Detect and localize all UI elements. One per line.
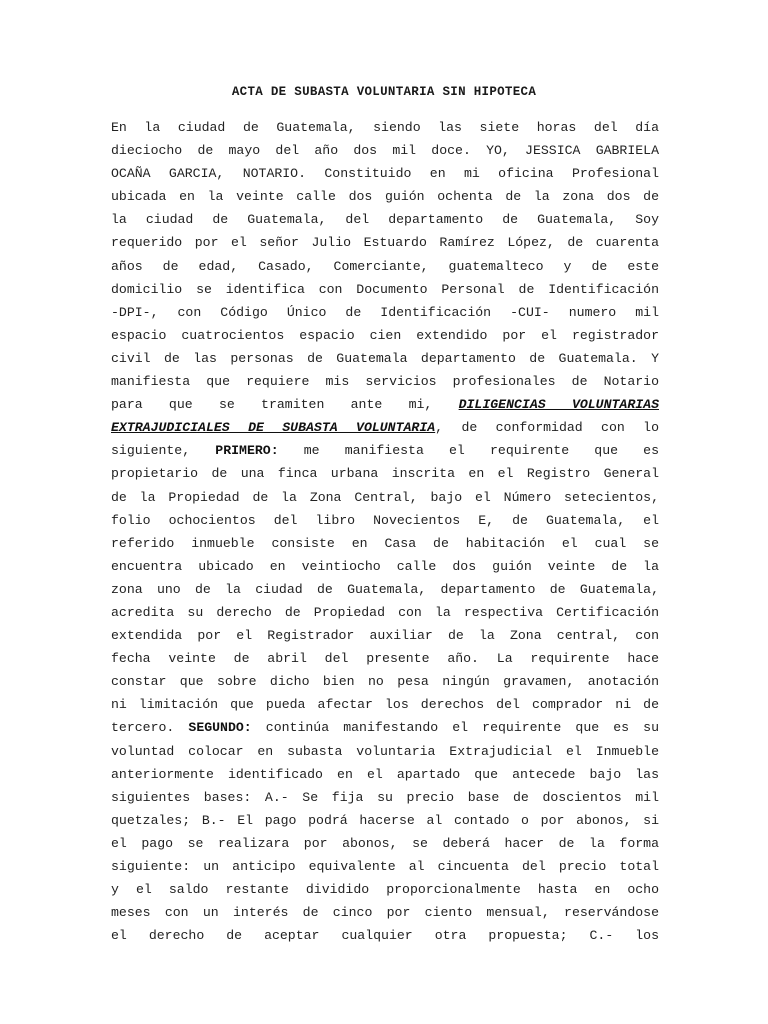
body-text: , de conformidad con lo — [435, 420, 659, 436]
body-text: de la Propiedad de la Zona Central, bajo el Número setecientos, — [111, 489, 659, 505]
body-line — [111, 740, 659, 763]
body-line — [111, 693, 659, 716]
body-line — [111, 162, 659, 185]
body-line — [111, 786, 659, 809]
body-text: meses con un interés de cinco por ciento mensual, reservándose — [111, 905, 659, 921]
body-text: espacio cuatrocientos espacio cien extendido por el registrador — [111, 327, 659, 343]
body-line — [111, 555, 659, 578]
body-text: encuentra ubicado en veintiocho calle dos guión veinte de la — [111, 558, 659, 574]
body-text: quetzales; B.- El pago podrá hacerse al contado o por abonos, si — [111, 812, 659, 828]
body-line — [111, 901, 659, 924]
body-text: referido inmueble consiste en Casa de habitación el cual se — [111, 535, 659, 551]
body-line — [111, 509, 659, 532]
body-line — [111, 185, 659, 208]
body-text: zona uno de la ciudad de Guatemala, departamento de Guatemala, — [111, 581, 659, 597]
body-text: fecha veinte de abril del presente año. La requirente hace — [111, 651, 659, 667]
body-line — [111, 301, 659, 324]
body-text: constar que sobre dicho bien no pesa ningún gravamen, anotación — [111, 674, 659, 690]
body-text: extendida por el Registrador auxiliar de la Zona central, con — [111, 628, 659, 644]
body-line — [111, 716, 659, 739]
body-line — [111, 832, 659, 855]
body-text: requerido por el señor Julio Estuardo Ramírez López, de cuarenta — [111, 235, 659, 251]
body-text: años de edad, Casado, Comerciante, guatemalteco y de este — [111, 258, 659, 274]
body-line — [111, 439, 659, 462]
body-text: tercero. — [111, 720, 189, 736]
body-text: siguientes bases: A.- Se fija su precio base de doscientos mil — [111, 789, 659, 805]
body-text: el derecho de aceptar cualquier otra propuesta; C.- los — [111, 928, 659, 944]
body-text: propietario de una finca urbana inscrita en el Registro General — [111, 466, 659, 482]
body-text: y el saldo restante dividido proporcionalmente hasta en ocho — [111, 882, 659, 898]
body-text: me manifiesta el requirente que es — [278, 443, 659, 459]
body-line — [111, 324, 659, 347]
body-line — [111, 532, 659, 555]
body-line — [111, 139, 659, 162]
body-line — [111, 486, 659, 509]
body-text: el pago se realizara por abonos, se deberá hacer de la forma — [111, 835, 659, 851]
body-text: OCAÑA GARCIA, NOTARIO. Constituido en mi oficina Profesional — [111, 166, 659, 182]
body-text: civil de las personas de Guatemala departamento de Guatemala. Y — [111, 350, 659, 366]
body-text: anteriormente identificado en el apartado que antecede bajo las — [111, 766, 659, 782]
body-line — [111, 855, 659, 878]
body-line — [111, 924, 659, 947]
body-line — [111, 278, 659, 301]
body-text: la ciudad de Guatemala, del departamento de Guatemala, Soy — [111, 212, 659, 228]
body-line — [111, 393, 659, 416]
body-line — [111, 647, 659, 670]
body-text: ni limitación que pueda afectar los derechos del comprador ni de — [111, 697, 659, 713]
body-line — [111, 878, 659, 901]
body-text: domicilio se identifica con Documento Personal de Identificación — [111, 281, 659, 297]
body-line — [111, 116, 659, 139]
clause-heading: SEGUNDO: — [188, 720, 252, 736]
body-text: -DPI-, con Código Único de Identificación -CUI- numero mil — [111, 304, 659, 320]
body-text: siguiente, — [111, 443, 216, 459]
body-text: para que se tramiten ante mi, — [111, 397, 459, 413]
body-line — [111, 809, 659, 832]
document-title: ACTA DE SUBASTA VOLUNTARIA SIN HIPOTECA — [231, 85, 537, 99]
body-text: manifiesta que requiere mis servicios profesionales de Notario — [111, 374, 659, 390]
body-line — [111, 601, 659, 624]
emphasized-text: DILIGENCIAS VOLUNTARIAS — [458, 397, 659, 413]
body-line — [111, 763, 659, 786]
body-line — [111, 347, 659, 370]
body-line — [111, 416, 659, 439]
body-text: voluntad colocar en subasta voluntaria Extrajudicial el Inmueble — [111, 743, 659, 759]
body-line — [111, 462, 659, 485]
body-text: acredita su derecho de Propiedad con la respectiva Certificación — [111, 604, 659, 620]
body-text: dieciocho de mayo del año dos mil doce. YO, JESSICA GABRIELA — [111, 143, 659, 159]
body-line — [111, 624, 659, 647]
body-text: ubicada en la veinte calle dos guión ochenta de la zona dos de — [111, 189, 659, 205]
body-line — [111, 208, 659, 231]
body-text: folio ochocientos del libro Novecientos E, de Guatemala, el — [111, 512, 659, 528]
body-text: siguiente: un anticipo equivalente al cincuenta del precio total — [111, 859, 659, 874]
document-body — [111, 116, 659, 947]
clause-heading: PRIMERO: — [215, 443, 279, 459]
body-line — [111, 670, 659, 693]
body-line — [111, 578, 659, 601]
body-line — [111, 255, 659, 278]
body-text: continúa manifestando el requirente que es su — [251, 720, 659, 736]
emphasized-text: EXTRAJUDICIALES DE SUBASTA VOLUNTARIA — [111, 420, 436, 436]
body-text: En la ciudad de Guatemala, siendo las siete horas del día — [111, 120, 659, 135]
body-line — [111, 370, 659, 393]
body-line — [111, 231, 659, 254]
